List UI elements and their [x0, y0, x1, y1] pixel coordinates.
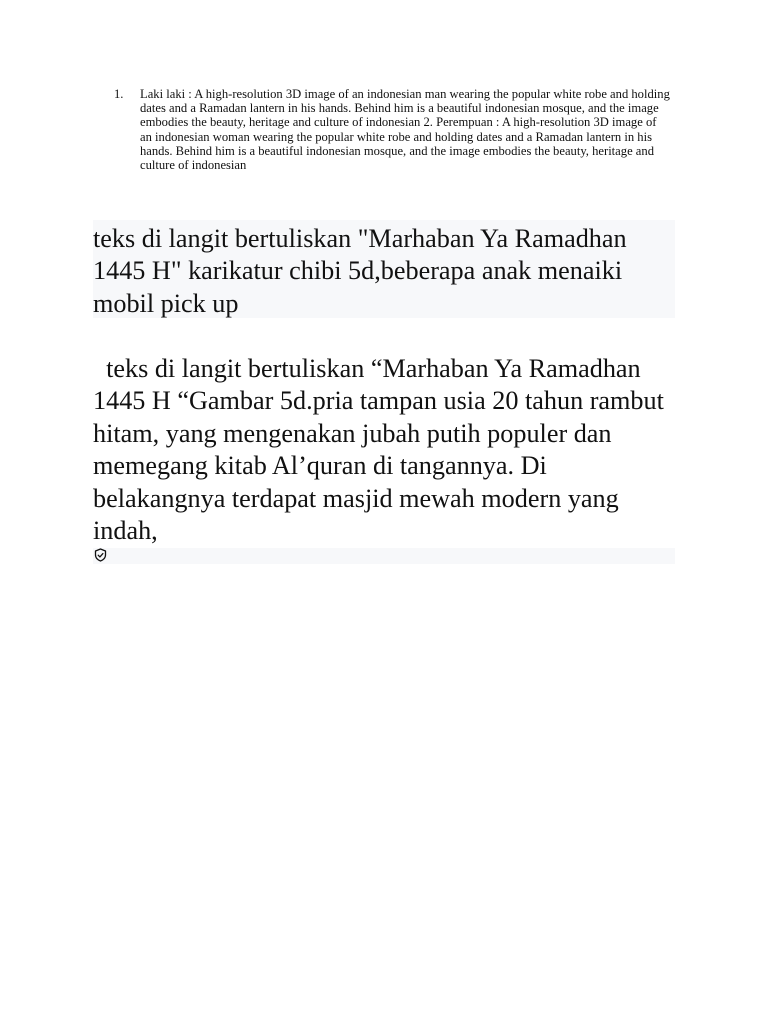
prompt-block-footer-highlight	[93, 548, 675, 564]
shield-check-icon	[94, 548, 107, 562]
prompt-text-man: teks di langit bertuliskan “Marhaban Ya Ramadhan 1445 H “Gambar 5d.pria tampan usia 20 tahun rambut hitam, yang mengenakan jubah putih populer dan memegang kitab Al’quran di tangannya. Di belakangnya terdapat masjid mewah modern yang indah,	[93, 354, 671, 546]
list-item	[114, 87, 670, 172]
list-item-text: Laki laki : A high-resolution 3D image of an indonesian man wearing the popular white robe and holding dates and a Ramadan lantern in his hands. Behind him is a beautiful indonesian mosque, and the image embodies the beauty, heritage and culture of indonesian 2. Perempuan : A high-resolution 3D image of an indonesian woman wearing the popular white robe and holding dates and a Ramadan lantern in his hands. Behind him is a beautiful indonesian mosque, and the image embodies the beauty, heritage and culture of indonesian	[140, 87, 670, 173]
prompt-block-man	[93, 353, 675, 547]
prompt-text-chibi: teks di langit bertuliskan "Marhaban Ya Ramadhan 1445 H" karikatur chibi 5d,beberapa anak menaiki mobil pick up	[93, 224, 627, 318]
numbered-list	[114, 87, 670, 172]
prompt-block-chibi	[93, 220, 675, 318]
list-marker: 1.	[114, 87, 124, 101]
